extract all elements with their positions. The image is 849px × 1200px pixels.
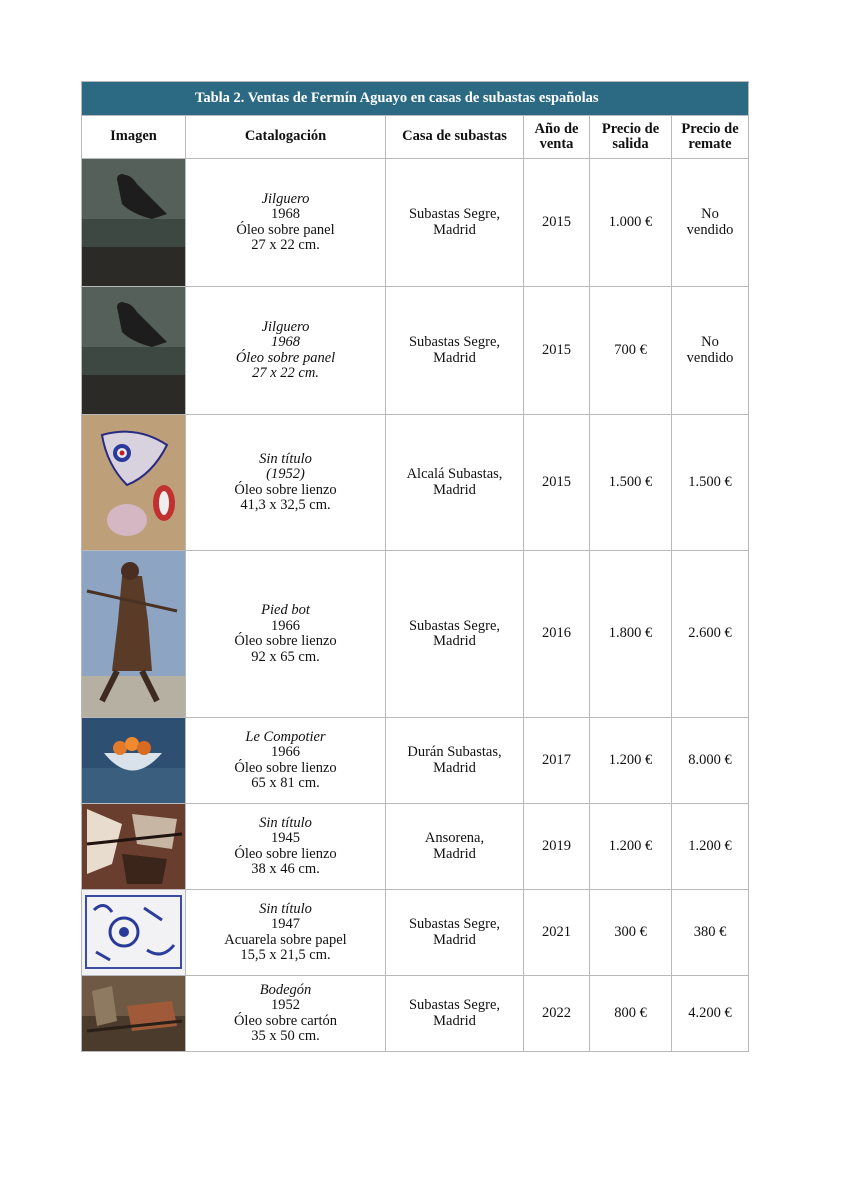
- sale-year: 2022: [524, 976, 590, 1052]
- auction-house-name: Subastas Segre,: [408, 916, 500, 932]
- auction-sales-table: [81, 81, 749, 1052]
- artwork-technique: Óleo sobre panel: [235, 349, 336, 366]
- artwork-title: Sin título: [259, 900, 312, 917]
- auction-house-name: Subastas Segre,: [408, 334, 500, 350]
- artwork-title: Sin título: [259, 450, 312, 467]
- standing-figure-painting-thumbnail: [82, 551, 186, 718]
- artwork-size: 38 x 46 cm.: [251, 861, 320, 877]
- artwork-technique: Óleo sobre lienzo: [234, 633, 337, 649]
- still-life-painting-thumbnail: [82, 976, 186, 1052]
- auction-house-name: Subastas Segre,: [408, 206, 500, 222]
- start-price: 1.000 €: [590, 159, 672, 287]
- abstract-target-painting-thumbnail: [82, 415, 186, 551]
- final-price-line1: 8.000 €: [688, 751, 732, 768]
- catalog-cell: [186, 804, 386, 890]
- auction-house-city: Madrid: [433, 221, 476, 238]
- auction-house-cell: [386, 804, 524, 890]
- final-price-line1: 2.600 €: [688, 625, 732, 642]
- catalog-cell: [186, 551, 386, 718]
- header-precio-salida: [590, 116, 672, 159]
- blue-watercolor-thumbnail: [82, 890, 186, 976]
- final-price-cell: [672, 415, 749, 551]
- artwork-year: 1966: [271, 744, 300, 760]
- catalog-cell: [186, 287, 386, 415]
- artwork-year: 1952: [271, 997, 300, 1013]
- auction-house-city: Madrid: [433, 633, 476, 649]
- catalog-cell: [186, 415, 386, 551]
- header-salida-line2: salida: [612, 136, 649, 152]
- header-imagen: Imagen: [82, 116, 186, 159]
- start-price: 1.800 €: [590, 551, 672, 718]
- auction-house-cell: [386, 159, 524, 287]
- artwork-year: (1952): [266, 466, 305, 482]
- auction-house-name: Subastas Segre,: [408, 997, 500, 1013]
- table-row: [82, 890, 749, 976]
- artwork-size: 35 x 50 cm.: [251, 1028, 320, 1044]
- artwork-year: 1947: [271, 916, 300, 932]
- final-price-line2: vendido: [686, 349, 734, 366]
- artwork-size: 27 x 22 cm.: [251, 237, 320, 253]
- auction-house-city: Madrid: [433, 931, 476, 948]
- table-row: [82, 159, 749, 287]
- table-header-row: [82, 116, 749, 159]
- table-row: [82, 551, 749, 718]
- final-price-cell: [672, 976, 749, 1052]
- auction-house-city: Madrid: [433, 481, 476, 498]
- artwork-technique: Óleo sobre cartón: [233, 1012, 338, 1029]
- auction-house-city: Madrid: [433, 1012, 476, 1029]
- catalog-cell: [186, 976, 386, 1052]
- artwork-title: Jilguero: [261, 318, 310, 335]
- final-price-cell: [672, 551, 749, 718]
- sale-year: 2017: [524, 718, 590, 804]
- artwork-size: 92 x 65 cm.: [251, 648, 320, 665]
- start-price: 300 €: [590, 890, 672, 976]
- table-row: [82, 718, 749, 804]
- artwork-technique: Óleo sobre lienzo: [234, 759, 337, 776]
- final-price-line1: 380 €: [693, 923, 727, 940]
- final-price-line1: 1.500 €: [688, 473, 732, 490]
- final-price-cell: [672, 718, 749, 804]
- start-price: 800 €: [590, 976, 672, 1052]
- artwork-title: Bodegón: [259, 981, 312, 998]
- header-catalogacion: Catalogación: [186, 116, 386, 159]
- raven-painting-thumbnail: [82, 159, 186, 287]
- abstract-brown-painting-thumbnail: [82, 804, 186, 890]
- artwork-year: 1968: [271, 206, 300, 222]
- sale-year: 2015: [524, 287, 590, 415]
- auction-house-name: Durán Subastas,: [407, 744, 502, 760]
- auction-house-city: Madrid: [433, 759, 476, 776]
- header-remate-line2: remate: [688, 136, 732, 152]
- final-price-cell: [672, 804, 749, 890]
- header-anio-line1: Año de: [534, 120, 579, 137]
- artwork-size: 41,3 x 32,5 cm.: [240, 497, 331, 513]
- table-caption: Tabla 2. Ventas de Fermín Aguayo en casas de subastas españolas: [82, 82, 749, 116]
- sale-year: 2019: [524, 804, 590, 890]
- artwork-technique: Óleo sobre panel: [236, 221, 335, 238]
- auction-house-name: Alcalá Subastas,: [406, 466, 503, 482]
- sale-year: 2015: [524, 159, 590, 287]
- auction-house-name: Ansorena,: [424, 830, 485, 846]
- table-row: [82, 976, 749, 1052]
- artwork-size: 65 x 81 cm.: [251, 775, 320, 791]
- final-price-line1: No: [701, 334, 719, 350]
- start-price: 1.500 €: [590, 415, 672, 551]
- sale-year: 2015: [524, 415, 590, 551]
- catalog-cell: [186, 159, 386, 287]
- start-price: 1.200 €: [590, 804, 672, 890]
- table-caption-row: [82, 82, 749, 116]
- artwork-size: 27 x 22 cm.: [252, 365, 319, 381]
- final-price-cell: [672, 890, 749, 976]
- table-row: [82, 804, 749, 890]
- table-row: [82, 415, 749, 551]
- catalog-cell: [186, 718, 386, 804]
- raven-painting-thumbnail: [82, 287, 186, 415]
- artwork-title: Pied bot: [261, 602, 310, 618]
- start-price: 1.200 €: [590, 718, 672, 804]
- auction-house-name: Subastas Segre,: [408, 617, 500, 634]
- auction-house-cell: [386, 890, 524, 976]
- fruit-bowl-painting-thumbnail: [82, 718, 186, 804]
- final-price-line1: 1.200 €: [688, 837, 732, 854]
- final-price-cell: [672, 159, 749, 287]
- auction-house-cell: [386, 415, 524, 551]
- artwork-title: Sin título: [259, 814, 312, 831]
- artwork-technique: Óleo sobre lienzo: [234, 481, 337, 498]
- auction-house-cell: [386, 287, 524, 415]
- sale-year: 2016: [524, 551, 590, 718]
- start-price: 700 €: [590, 287, 672, 415]
- header-salida-line1: Precio de: [601, 120, 660, 137]
- artwork-title: Jilguero: [261, 190, 310, 207]
- header-precio-remate: [672, 116, 749, 159]
- catalog-cell: [186, 890, 386, 976]
- auction-house-city: Madrid: [433, 349, 476, 366]
- table-row: [82, 287, 749, 415]
- artwork-year: 1966: [271, 617, 300, 634]
- artwork-technique: Acuarela sobre papel: [224, 931, 347, 948]
- header-anio-venta: [524, 116, 590, 159]
- auction-house-cell: [386, 551, 524, 718]
- artwork-year: 1945: [271, 830, 300, 846]
- header-remate-line1: Precio de: [681, 120, 739, 137]
- final-price-line1: No: [701, 206, 719, 222]
- header-casa-subastas: Casa de subastas: [386, 116, 524, 159]
- artwork-size: 15,5 x 21,5 cm.: [240, 947, 331, 963]
- final-price-line2: vendido: [686, 221, 734, 238]
- artwork-year: 1968: [271, 334, 300, 350]
- artwork-technique: Óleo sobre lienzo: [234, 845, 337, 862]
- auction-house-city: Madrid: [433, 845, 476, 862]
- final-price-cell: [672, 287, 749, 415]
- sale-year: 2021: [524, 890, 590, 976]
- auction-house-cell: [386, 718, 524, 804]
- auction-house-cell: [386, 976, 524, 1052]
- final-price-line1: 4.200 €: [688, 1004, 732, 1021]
- header-anio-line2: venta: [539, 136, 574, 152]
- artwork-title: Le Compotier: [245, 728, 326, 745]
